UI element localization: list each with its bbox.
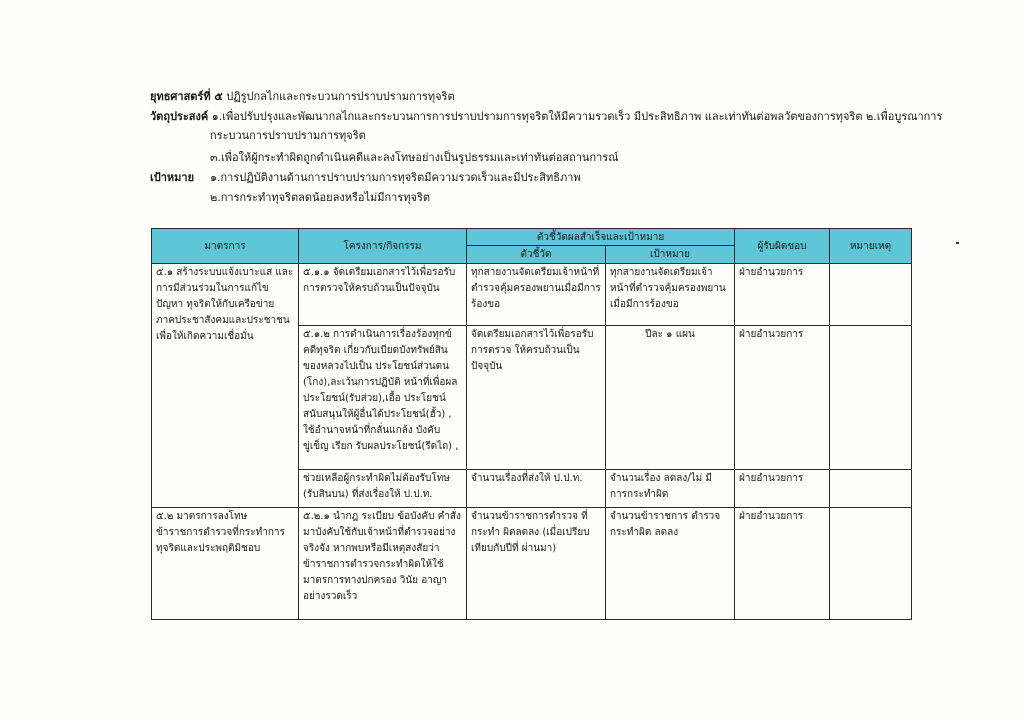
measure-cell: ๕.๑ สร้างระบบแจ้งเบาะแส และ การมีส่วนร่วมในการแก้ไข ปัญหา ทุจริตให้กับเครือข่าย ภาคประชาสังคมและประชาชน เพื่อให้เกิดความเชื่อมั่น xyxy=(152,264,299,508)
responsible-cell: ฝ่ายอำนวยการ xyxy=(735,508,830,620)
target-cell: ทุกสายงานจัดเตรียมเจ้าหน้าที่ตำรวจคุ้มครองพยานเมื่อมีการร้องขอ xyxy=(606,264,735,326)
target-line-2 xyxy=(210,191,430,205)
table-row xyxy=(152,508,912,620)
measures-table xyxy=(151,228,912,620)
objective-line-3 xyxy=(210,151,618,165)
target-line-1 xyxy=(150,171,581,185)
header-responsible: ผู้รับผิดชอบ xyxy=(735,229,830,264)
target-2: ๒.การกระทำทุจริตลดน้อยลงหรือไม่มีการทุจริต xyxy=(210,191,431,204)
remark-cell xyxy=(830,326,912,470)
header-indicator: ตัวชี้วัด xyxy=(467,246,606,264)
strategy-line xyxy=(150,90,455,104)
scan-speck xyxy=(956,242,959,244)
indicator-cell: จัดเตรียมเอกสารไว้เพื่อรอรับการตรวจ ให้ครบถ้วนเป็นปัจจุบัน xyxy=(467,326,606,470)
target-1: ๑.การปฏิบัติงานด้านการปราบปรามการทุจริตมีความรวดเร็วและมีประสิทธิภาพ xyxy=(210,171,581,184)
remark-cell xyxy=(830,470,912,508)
header-project: โครงการ/กิจกรรม xyxy=(299,229,467,264)
indicator-cell: จำนวนข้าราชการตำรวจ ที่กระทำ ผิดลดลง (เมื่อเปรียบเทียบกับปีที่ ผ่านมา) xyxy=(467,508,606,620)
remark-cell xyxy=(830,264,912,326)
responsible-cell: ฝ่ายอำนวยการ xyxy=(735,326,830,470)
project-cell: ๕.๑.๑ จัดเตรียมเอกสารไว้เพื่อรอรับการตรวจให้ครบถ้วนเป็นปัจจุบัน xyxy=(299,264,467,326)
responsible-cell: ฝ่ายอำนวยการ xyxy=(735,470,830,508)
measure-cell: ๕.๒ มาตรการลงโทษ ข้าราชการตำรวจที่กระทำการทุจริตและประพฤติมิชอบ xyxy=(152,508,299,620)
indicator-cell: จำนวนเรื่องที่ส่งให้ ป.ป.ท. xyxy=(467,470,606,508)
project-cell: ช่วยเหลือผู้กระทำผิดไม่ต้องรับโทษ (รับสินบน) ที่ส่งเรื่องให้ ป.ป.ท. xyxy=(299,470,467,508)
target-cell: จำนวนเรื่อง ลดลง/ไม่ มีการกระทำผิด xyxy=(606,470,735,508)
indicator-cell: ทุกสายงานจัดเตรียมเจ้าหน้าที่ตำรวจคุ้มครองพยานเมื่อมีการร้องขอ xyxy=(467,264,606,326)
objective-1-cont: กระบวนการปราบปรามการทุจริต xyxy=(210,129,366,142)
objective-label: วัตถุประสงค์ xyxy=(150,110,209,123)
header-indicator-group: ตัวชี้วัดผลสำเร็จและเป้าหมาย xyxy=(467,229,735,246)
target-cell: ปีละ ๑ แผน xyxy=(606,326,735,470)
objective-line-1-cont xyxy=(210,129,366,143)
header-target: เป้าหมาย xyxy=(606,246,735,264)
header-remark: หมายเหตุ xyxy=(830,229,912,264)
strategy-text: ปฏิรูปกลไกและกระบวนการปราบปรามการทุจริต xyxy=(226,90,455,103)
objective-line-1 xyxy=(150,110,942,124)
strategy-label: ยุทธศาสตร์ที่ ๕ xyxy=(150,90,223,103)
target-label: เป้าหมาย xyxy=(150,171,195,184)
project-cell: ๕.๑.๒ การดำเนินการเรื่องร้องทุกข์คดีทุจริต เกี่ยวกับเบียดบังทรัพย์สินของหลวงไปเป็น ประโยชน์ส่วนตน (โกง),ละเว้นการปฏิบัติ หน้าที่เพื่อผลประโยชน์(รับส่วย),เอื้อ ประโยชน์ สนับสนุนให้ผู้อื่นได้ประโยชน์(ฮั้ว) , ใช้อำนาจหน้าที่กลั่นแกล้ง บังคับ ขู่เข็ญ เรียก รับผลประโยชน์(รีดไถ) , xyxy=(299,326,467,470)
responsible-cell: ฝ่ายอำนวยการ xyxy=(735,264,830,326)
target-cell: จำนวนข้าราชการ ตำรวจกระทำผิด ลดลง xyxy=(606,508,735,620)
objective-1: ๑.เพื่อปรับปรุงและพัฒนากลไกและกระบวนการการปราบปรามการทุจริตให้มีความรวดเร็ว มีประสิทธิภาพ และเท่าทันต่อพลวัตของการทุจริต ๒.เพื่อบูรณาการ xyxy=(211,110,943,123)
objective-3: ๓.เพื่อให้ผู้กระทำผิดถูกดำเนินคดีและลงโทษอย่างเป็นรูปธรรมและเท่าทันต่อสถานการณ์ xyxy=(210,151,619,164)
table-row xyxy=(152,264,912,326)
remark-cell xyxy=(830,508,912,620)
project-cell: ๕.๒.๑ นำกฎ ระเบียบ ข้อบังคับ คำสั่ง มาบังคับใช้กับเจ้าหน้าที่ตำรวจอย่างจริงจัง หากพบหรือมีเหตุสงสัยว่าข้าราชการตำรวจกระทำผิดให้ใช้มาตรการทางปกครอง วินัย อาญา อย่างรวดเร็ว xyxy=(299,508,467,620)
header-measure: มาตรการ xyxy=(152,229,299,264)
